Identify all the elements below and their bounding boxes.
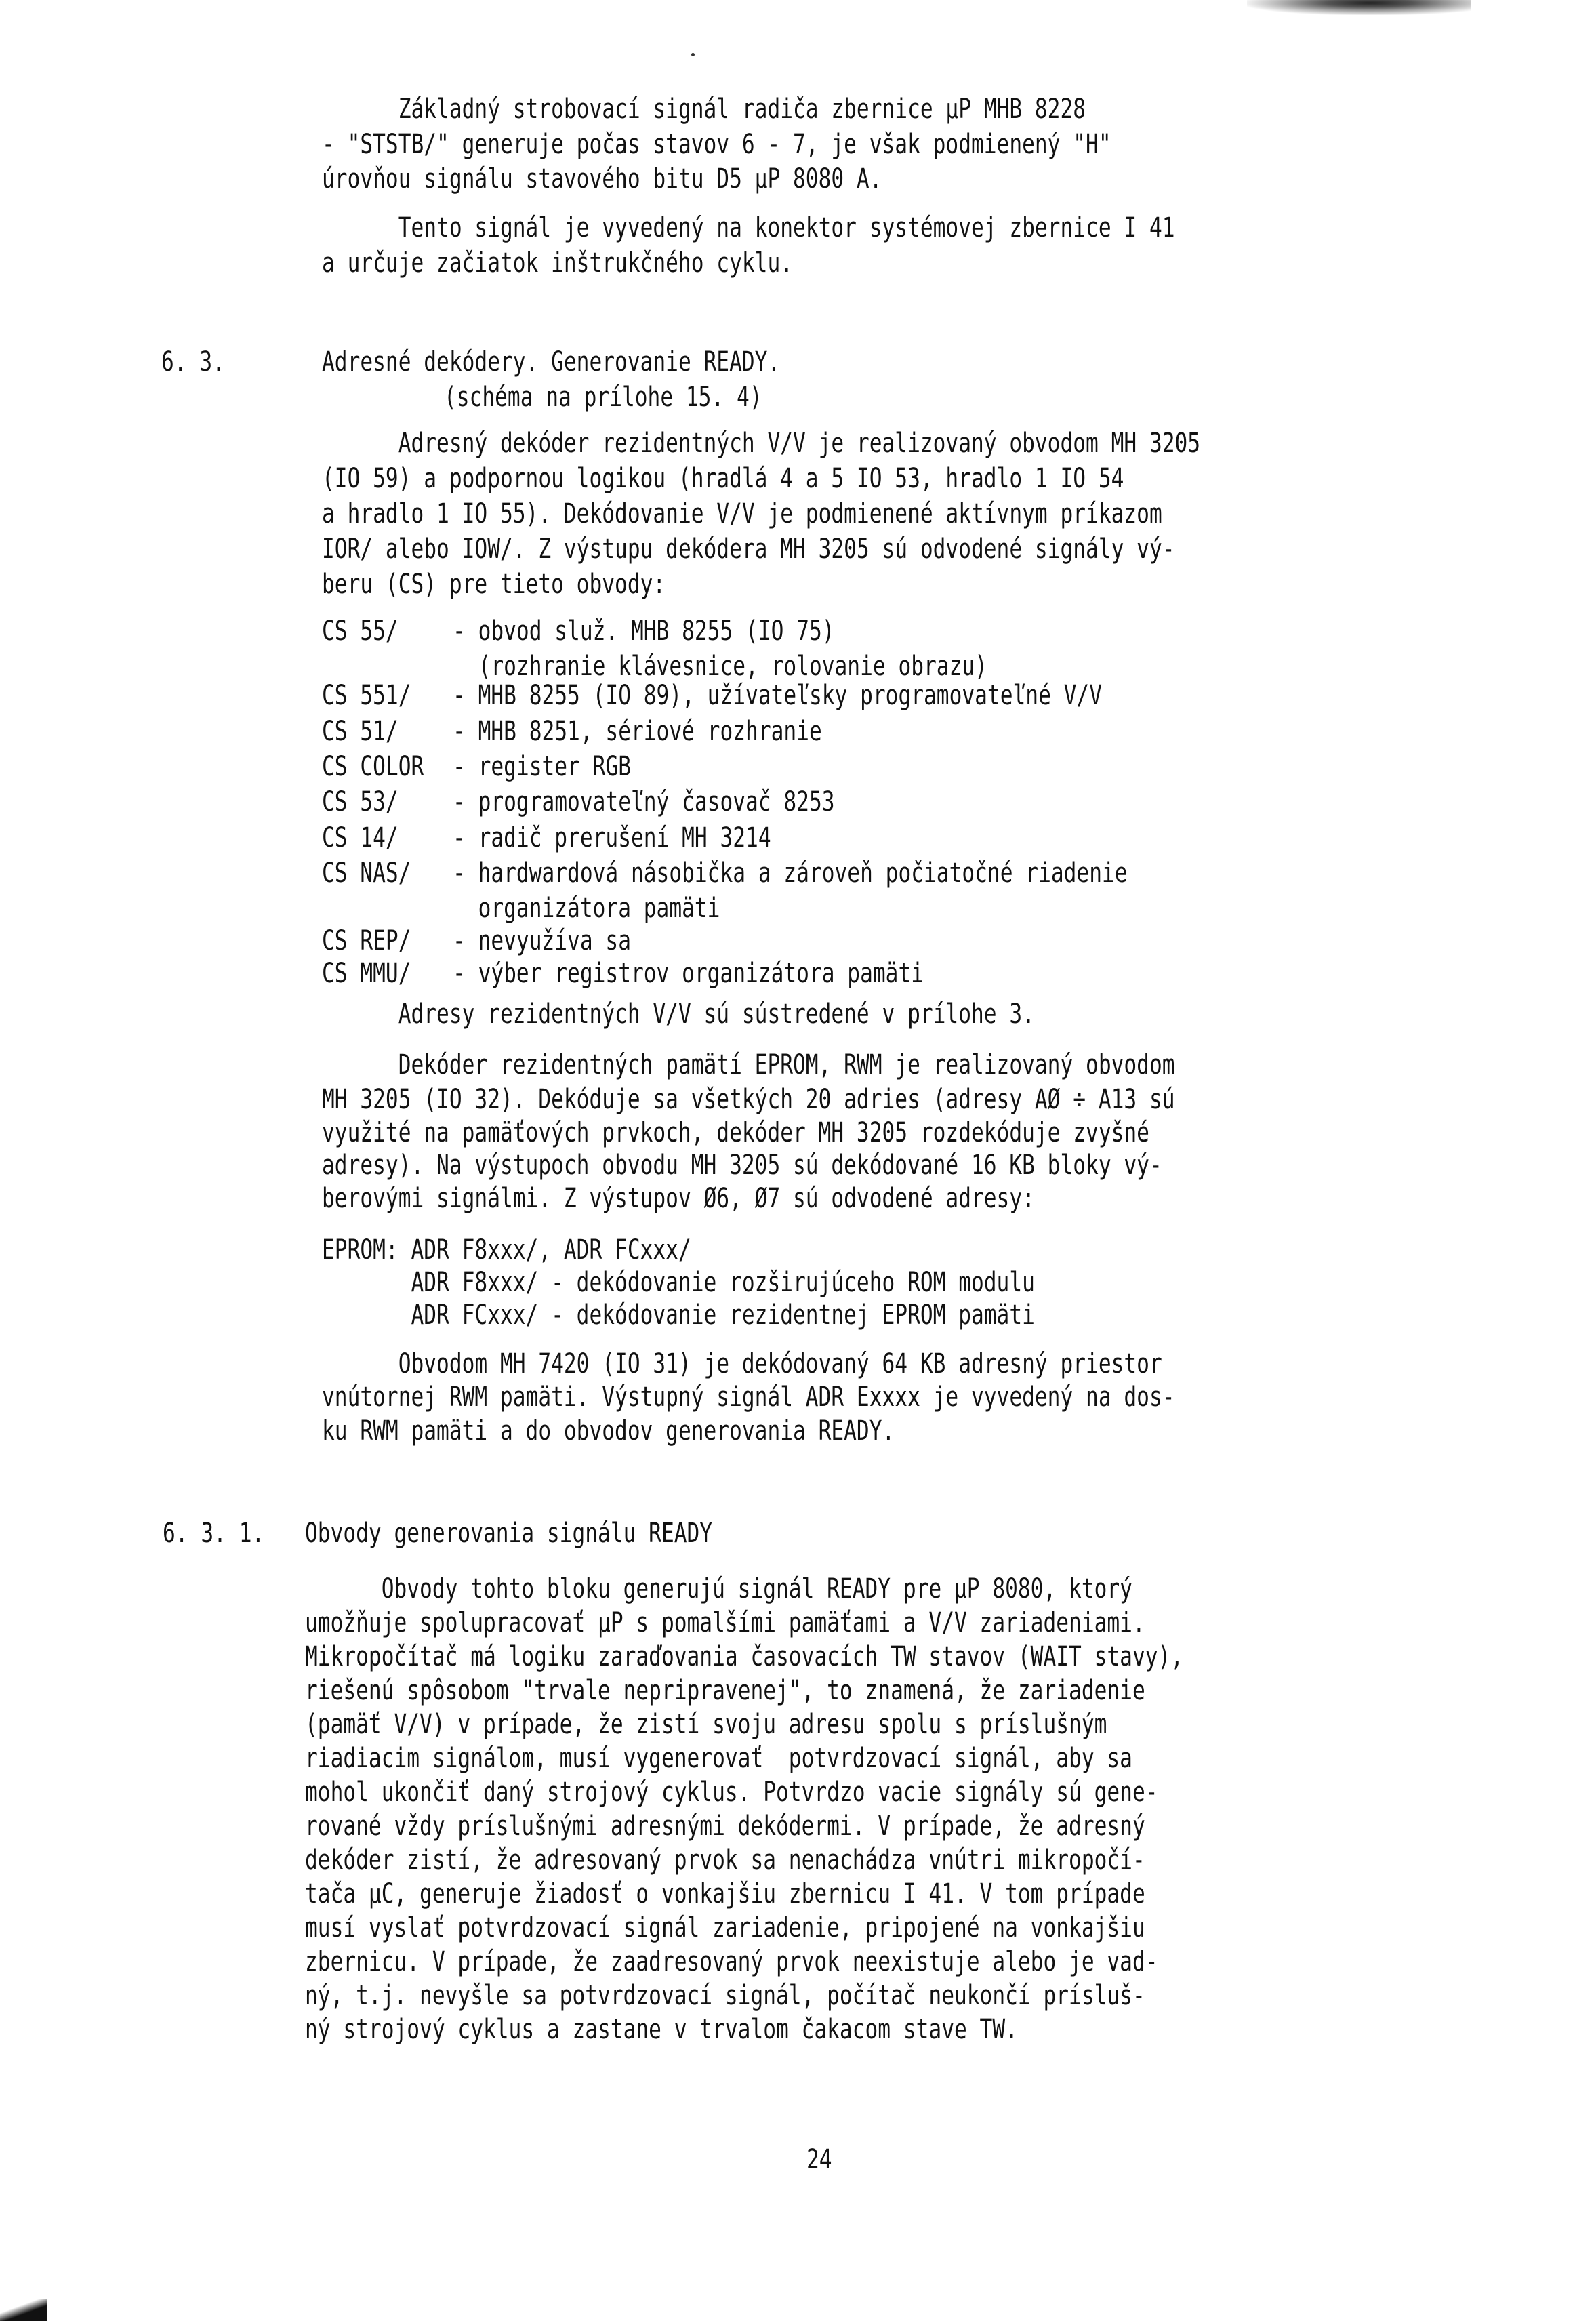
cs-signal: CS 551/ bbox=[322, 680, 411, 711]
cs-signal: CS NAS/ bbox=[322, 857, 411, 889]
text-line: Dekóder rezidentných pamätí EPROM, RWM je realizovaný obvodom bbox=[322, 1049, 1175, 1081]
text-line: úrovňou signálu stavového bitu D5 µP 8080 A. bbox=[322, 163, 882, 195]
cs-signal: CS 51/ bbox=[322, 716, 398, 747]
text-line: beru (CS) pre tieto obvody: bbox=[322, 569, 666, 600]
cs-signal: CS 53/ bbox=[322, 786, 398, 818]
text-line: riadiacim signálom, musí vygenerovať potvrdzovací signál, aby sa bbox=[305, 1743, 1132, 1774]
text-line: Základný strobovací signál radiča zbernice µP MHB 8228 bbox=[322, 94, 1086, 125]
text-line: musí vyslať potvrdzovací signál zariadenie, pripojené na vonkajšiu bbox=[305, 1912, 1145, 1943]
scan-artifact bbox=[1247, 0, 1471, 15]
eprom-line: ADR F8xxx/ - dekódovanie rozširujúceho ROM modulu bbox=[322, 1267, 1035, 1298]
text-line: ný, t.j. nevyšle sa potvrdzovací signál, počítač neukončí prísluš- bbox=[305, 1980, 1145, 2011]
cs-description: - nevyužíva sa bbox=[453, 925, 631, 956]
text-line: vnútornej RWM pamäti. Výstupný signál ADR Exxxx je vyvedený na dos- bbox=[322, 1381, 1175, 1413]
cs-description: - MHB 8251, sériové rozhranie bbox=[453, 716, 822, 747]
text-line: a určuje začiatok inštrukčného cyklu. bbox=[322, 247, 794, 279]
text-line: MH 3205 (IO 32). Dekóduje sa všetkých 20 adries (adresy AØ ÷ A13 sú bbox=[322, 1084, 1175, 1115]
text-line: rované vždy príslušnými adresnými dekódermi. V prípade, že adresný bbox=[305, 1811, 1145, 1842]
section-title: Adresné dekódery. Generovanie READY. bbox=[322, 346, 781, 378]
cs-description: - MHB 8255 (IO 89), užívateľsky programovateľné V/V bbox=[453, 680, 1102, 711]
cs-description: - register RGB bbox=[453, 751, 631, 782]
scan-artifact bbox=[0, 2299, 47, 2321]
text-line: ku RWM pamäti a do obvodov generovania READY. bbox=[322, 1415, 895, 1447]
page-number: 24 bbox=[806, 2144, 832, 2175]
cs-signal: CS MMU/ bbox=[322, 958, 411, 989]
text-line: tača µC, generuje žiadosť o vonkajšiu zbernicu I 41. V tom prípade bbox=[305, 1878, 1145, 1910]
cs-signal: CS 55/ bbox=[322, 615, 398, 647]
text-line: (pamäť V/V) v prípade, že zistí svoju adresu spolu s príslušným bbox=[305, 1709, 1107, 1740]
text-line: Adresný dekóder rezidentných V/V je realizovaný obvodom MH 3205 bbox=[322, 428, 1201, 459]
text-line: (IO 59) a podpornou logikou (hradlá 4 a 5 IO 53, hradlo 1 IO 54 bbox=[322, 463, 1124, 494]
text-line: adresy). Na výstupoch obvodu MH 3205 sú dekódované 16 KB bloky vý- bbox=[322, 1150, 1162, 1181]
text-line: Mikropočítač má logiku zaraďovania časovacích TW stavov (WAIT stavy), bbox=[305, 1641, 1184, 1672]
scan-speck bbox=[691, 53, 695, 56]
cs-description: - radič prerušení MH 3214 bbox=[453, 822, 771, 853]
cs-signal: CS REP/ bbox=[322, 925, 411, 956]
text-line: dekóder zistí, že adresovaný prvok sa nenachádza vnútri mikropočí- bbox=[305, 1844, 1145, 1876]
text-line: Obvodom MH 7420 (IO 31) je dekódovaný 64 KB adresný priestor bbox=[322, 1348, 1162, 1379]
text-line: Adresy rezidentných V/V sú sústredené v prílohe 3. bbox=[322, 998, 1035, 1030]
cs-description: - hardwardová násobička a zároveň počiatočné riadenie bbox=[453, 857, 1128, 889]
text-line: umožňuje spolupracovať µP s pomalšími pamäťami a V/V zariadeniami. bbox=[305, 1607, 1145, 1638]
cs-description: (rozhranie klávesnice, rolovanie obrazu) bbox=[453, 651, 987, 682]
text-line: IOR/ alebo IOW/. Z výstupu dekódera MH 3205 sú odvodené signály vý- bbox=[322, 533, 1175, 565]
section-number: 6. 3. bbox=[161, 346, 225, 378]
section-title: Obvody generovania signálu READY bbox=[305, 1518, 713, 1549]
text-line: Tento signál je vyvedený na konektor systémovej zbernice I 41 bbox=[322, 212, 1175, 243]
text-line: mohol ukončiť daný strojový cyklus. Potvrdzo vacie signály sú gene- bbox=[305, 1777, 1158, 1808]
section-number: 6. 3. 1. bbox=[163, 1518, 265, 1549]
text-line: ný strojový cyklus a zastane v trvalom čakacom stave TW. bbox=[305, 2014, 1018, 2045]
eprom-line: ADR FCxxx/ - dekódovanie rezidentnej EPROM pamäti bbox=[322, 1299, 1035, 1331]
eprom-line: EPROM: ADR F8xxx/, ADR FCxxx/ bbox=[322, 1234, 691, 1266]
cs-description: organizátora pamäti bbox=[453, 893, 720, 924]
text-line: využité na pamäťových prvkoch, dekóder MH 3205 rozdekóduje zvyšné bbox=[322, 1117, 1149, 1148]
text-line: - "STSTB/" generuje počas stavov 6 - 7, je však podmienený "H" bbox=[322, 129, 1111, 160]
cs-description: - programovateľný časovač 8253 bbox=[453, 786, 835, 818]
section-subtitle: (schéma na prílohe 15. 4) bbox=[444, 382, 762, 413]
text-line: riešenú spôsobom "trvale nepripravenej", to znamená, že zariadenie bbox=[305, 1675, 1145, 1706]
cs-description: - obvod služ. MHB 8255 (IO 75) bbox=[453, 615, 835, 647]
cs-signal: CS COLOR bbox=[322, 751, 424, 782]
cs-description: - výber registrov organizátora pamäti bbox=[453, 958, 924, 989]
text-line: zbernicu. V prípade, že zaadresovaný prvok neexistuje alebo je vad- bbox=[305, 1946, 1158, 1977]
text-line: Obvody tohto bloku generujú signál READY pre µP 8080, ktorý bbox=[305, 1573, 1132, 1604]
text-line: a hradlo 1 IO 55). Dekódovanie V/V je podmienené aktívnym príkazom bbox=[322, 498, 1162, 529]
cs-signal: CS 14/ bbox=[322, 822, 398, 853]
text-line: berovými signálmi. Z výstupov Ø6, Ø7 sú odvodené adresy: bbox=[322, 1183, 1035, 1214]
